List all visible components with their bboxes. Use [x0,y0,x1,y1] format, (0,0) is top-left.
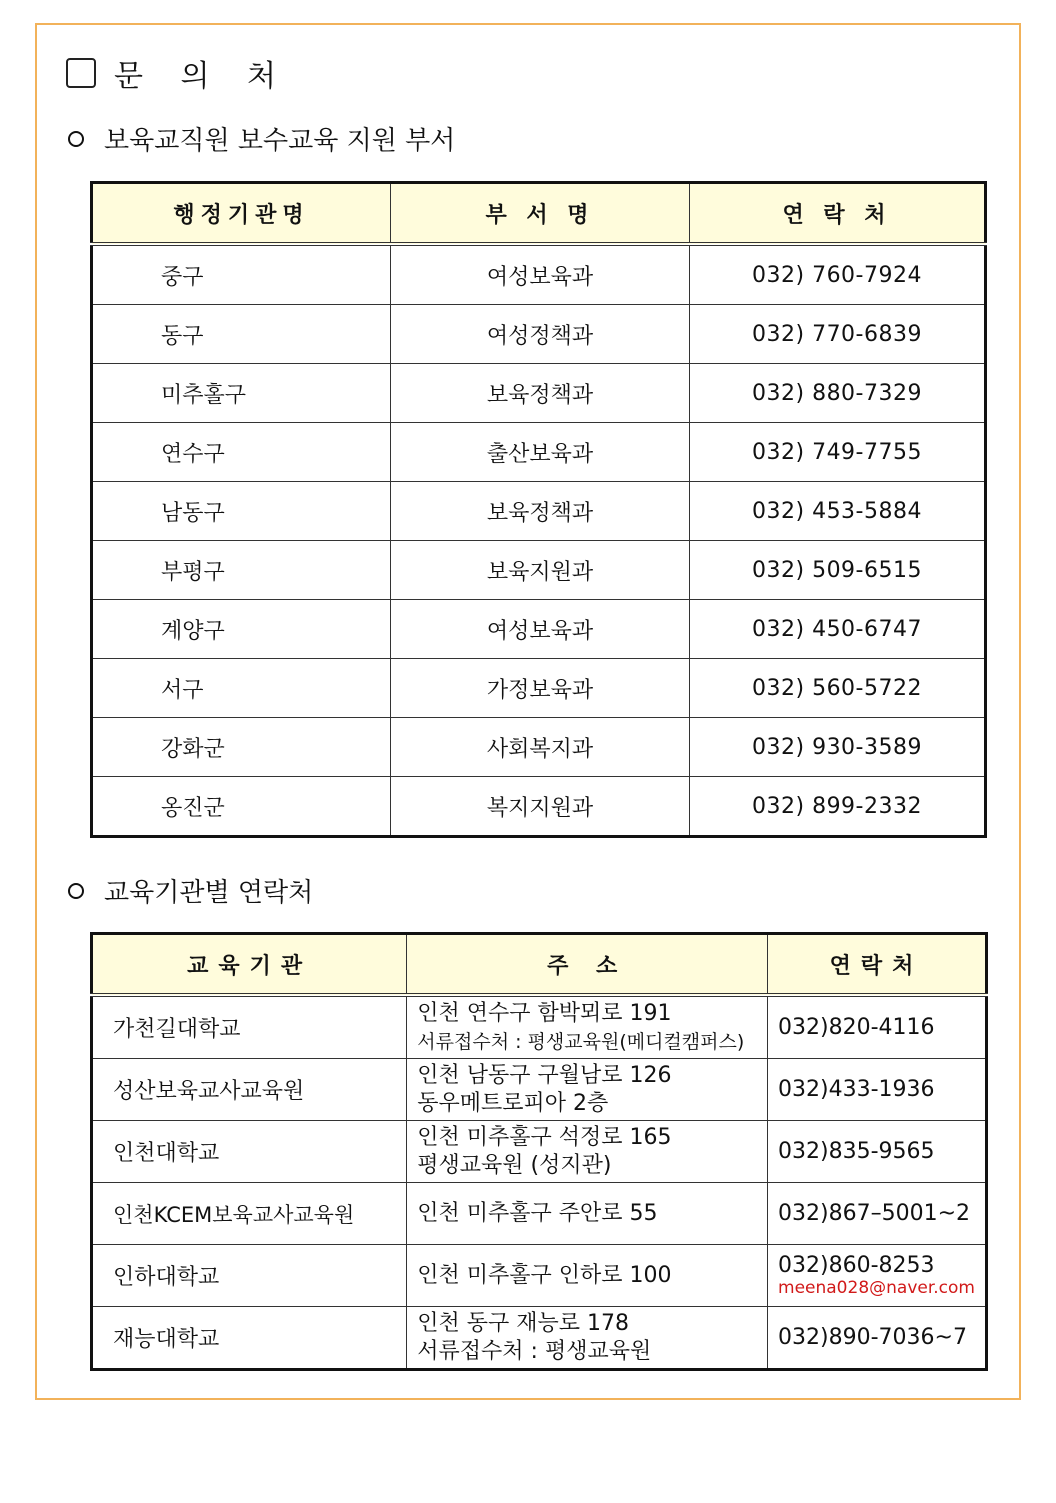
address-line: 서류접수처 : 평생교육원 [417,1338,652,1364]
phone-cell: 032)820-4116 [768,995,987,1059]
institution-cell: 성산보육교사교육원 [92,1059,407,1121]
table-row [92,777,986,837]
phone-cell [768,1245,987,1307]
section1-heading: 보육교직원 보수교육 지원 부서 [104,126,456,156]
section2-heading: 교육기관별 연락처 [104,878,314,908]
phone-cell: 032)433-1936 [768,1059,987,1121]
section2-heading-row [68,872,313,909]
table-row [92,600,986,659]
address-line: 평생교육원 (성지관) [417,1152,612,1178]
address-cell [407,1307,768,1370]
district-cell: 중구 [92,244,391,305]
col-header-dept: 부 서 명 [391,183,690,245]
address-line: 인천 미추홀구 주안로 55 [417,1200,658,1226]
phone-cell: 032)835-9565 [768,1121,987,1183]
dept-cell: 여성정책과 [391,305,690,364]
address-line: 동우메트로피아 2층 [417,1090,609,1116]
dept-cell: 보육정책과 [391,482,690,541]
dept-cell: 사회복지과 [391,718,690,777]
table-row [92,482,986,541]
phone-cell: 032) 450-6747 [690,600,986,659]
phone-cell: 032) 760-7924 [690,244,986,305]
department-table-header [92,183,986,245]
col-header-institution: 교육기관 [92,934,407,996]
phone-cell: 032) 453-5884 [690,482,986,541]
phone-cell: 032) 749-7755 [690,423,986,482]
district-cell: 동구 [92,305,391,364]
address-line: 인천 남동구 구월남로 126 [417,1062,672,1088]
district-cell: 미추홀구 [92,364,391,423]
table-row [92,1121,987,1183]
table-row [92,423,986,482]
table-row [92,718,986,777]
email-link[interactable]: meena028@naver.com [778,1278,975,1298]
page-title: 문 의 처 [114,59,291,94]
district-cell: 연수구 [92,423,391,482]
table-row [92,1307,987,1370]
phone-cell: 032) 899-2332 [690,777,986,837]
circle-bullet-icon [68,883,84,899]
institution-cell: 가천길대학교 [92,995,407,1059]
address-line: 인천 미추홀구 인하로 100 [417,1262,672,1288]
address-cell [407,1183,768,1245]
phone-cell: 032)867–5001~2 [768,1183,987,1245]
phone-cell: 032) 560-5722 [690,659,986,718]
dept-cell: 출산보육과 [391,423,690,482]
section1-heading-row [68,120,455,157]
col-header-district: 행정기관명 [92,183,391,245]
phone-cell: 032) 509-6515 [690,541,986,600]
address-line: 인천 동구 재능로 178 [417,1310,630,1336]
district-cell: 부평구 [92,541,391,600]
address-cell [407,1245,768,1307]
institution-cell: 인천대학교 [92,1121,407,1183]
table-row [92,364,986,423]
table-row [92,541,986,600]
table-row [92,305,986,364]
district-cell: 남동구 [92,482,391,541]
table-row [92,1059,987,1121]
address-line: 인천 연수구 함박뫼로 191 [417,1000,672,1026]
district-cell: 계양구 [92,600,391,659]
checkbox-icon [66,58,96,88]
phone-cell: 032) 880-7329 [690,364,986,423]
district-cell: 강화군 [92,718,391,777]
address-line: 서류접수처 : 평생교육원(메디컬캠퍼스) [417,1030,745,1053]
title-row [66,55,291,94]
dept-cell: 여성보육과 [391,600,690,659]
institution-table-header [92,934,987,996]
district-cell: 서구 [92,659,391,718]
table-row [92,659,986,718]
district-cell: 옹진군 [92,777,391,837]
dept-cell: 가정보육과 [391,659,690,718]
dept-cell: 여성보육과 [391,244,690,305]
department-table [90,181,987,838]
institution-table [90,932,988,1371]
col-header-contact: 연 락 처 [690,183,986,245]
institution-cell: 인천KCEM보육교사교육원 [92,1183,407,1245]
phone-cell: 032) 770-6839 [690,305,986,364]
col-header-address: 주 소 [407,934,768,996]
institution-cell: 인하대학교 [92,1245,407,1307]
institution-cell: 재능대학교 [92,1307,407,1370]
address-cell [407,1059,768,1121]
address-cell [407,995,768,1059]
dept-cell: 보육지원과 [391,541,690,600]
col-header-contact: 연락처 [768,934,987,996]
circle-bullet-icon [68,131,84,147]
dept-cell: 복지지원과 [391,777,690,837]
table-row [92,1245,987,1307]
dept-cell: 보육정책과 [391,364,690,423]
table-row [92,1183,987,1245]
table-row [92,995,987,1059]
address-cell [407,1121,768,1183]
phone-cell: 032) 930-3589 [690,718,986,777]
phone-text: 032)860-8253 [778,1253,935,1278]
table-row [92,244,986,305]
address-line: 인천 미추홀구 석정로 165 [417,1124,672,1150]
phone-cell: 032)890-7036~7 [768,1307,987,1370]
